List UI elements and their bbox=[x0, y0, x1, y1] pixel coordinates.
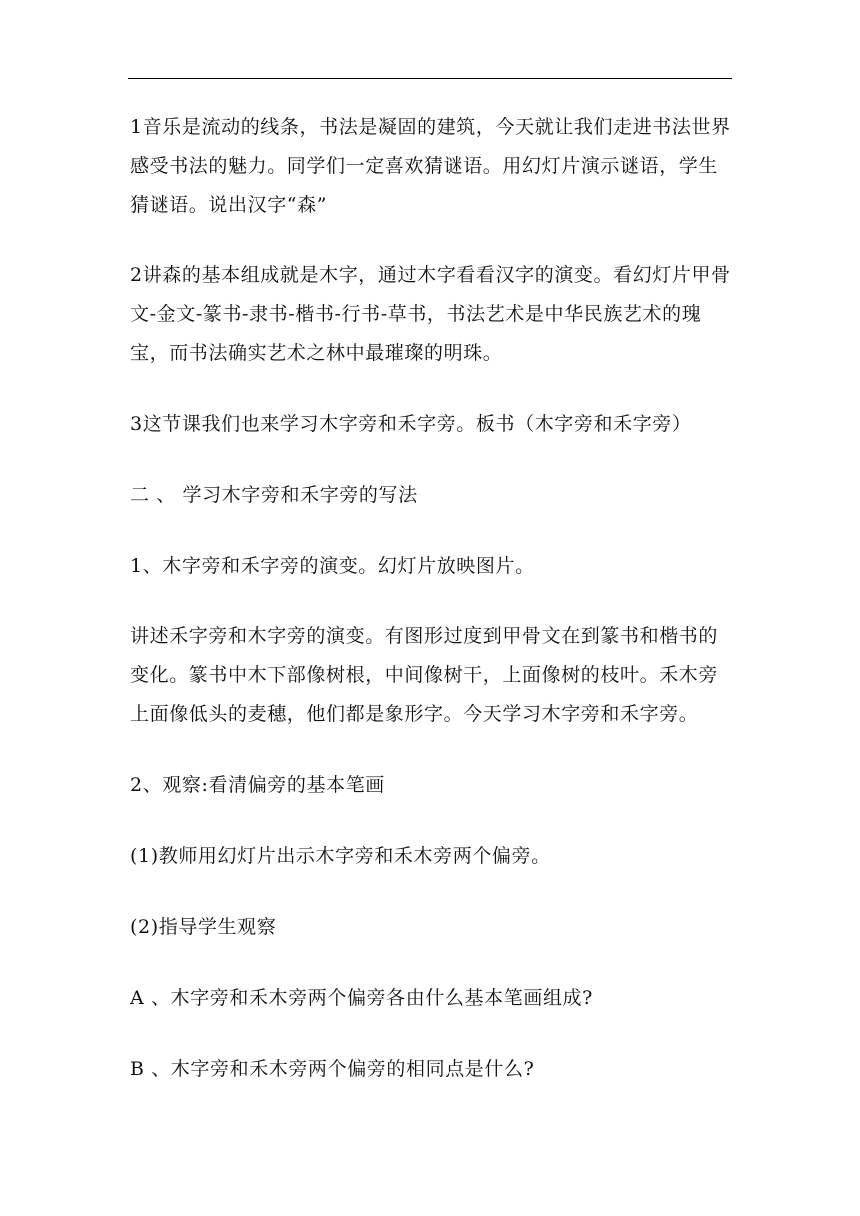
paragraph-evolution: 2讲森的基本组成就是木字，通过木字看看汉字的演变。看幻灯片甲骨文-金文-篆书-隶书-楷书-行书-草书，书法艺术是中华民族艺术的瑰宝，而书法确实艺术之林中最璀璨的明珠。 bbox=[130, 264, 731, 364]
paragraph-question-b: B 、木字旁和禾木旁两个偏旁的相同点是什么? bbox=[130, 1058, 535, 1080]
section-heading: 二 、 学习木字旁和禾字旁的写法 bbox=[130, 484, 418, 506]
paragraph-question-a: A 、木字旁和禾木旁两个偏旁各由什么基本笔画组成? bbox=[130, 987, 593, 1009]
paragraph-intro: 1音乐是流动的线条，书法是凝固的建筑，今天就让我们走进书法世界感受书法的魅力。同学们一定喜欢猜谜语。用幻灯片演示谜语，学生猜谜语。说出汉字“森” bbox=[130, 116, 731, 216]
header-rule bbox=[128, 78, 732, 79]
paragraph-substep-1: (1)教师用幻灯片出示木字旁和禾木旁两个偏旁。 bbox=[130, 845, 551, 867]
paragraph-lesson-topic: 3这节课我们也来学习木字旁和禾字旁。板书（木字旁和禾字旁） bbox=[130, 413, 692, 435]
paragraph-substep-2: (2)指导学生观察 bbox=[130, 916, 277, 938]
paragraph-description: 讲述禾字旁和木字旁的演变。有图形过度到甲骨文在到篆书和楷书的变化。篆书中木下部像树根，中间像树干，上面像树的枝叶。禾木旁上面像低头的麦穗，他们都是象形字。今天学习木字旁和禾字旁。 bbox=[130, 625, 719, 725]
paragraph-step-1: 1、木字旁和禾字旁的演变。幻灯片放映图片。 bbox=[130, 555, 535, 577]
document-body bbox=[130, 108, 734, 1120]
paragraph-step-2: 2、观察:看清偏旁的基本笔画 bbox=[130, 774, 385, 796]
